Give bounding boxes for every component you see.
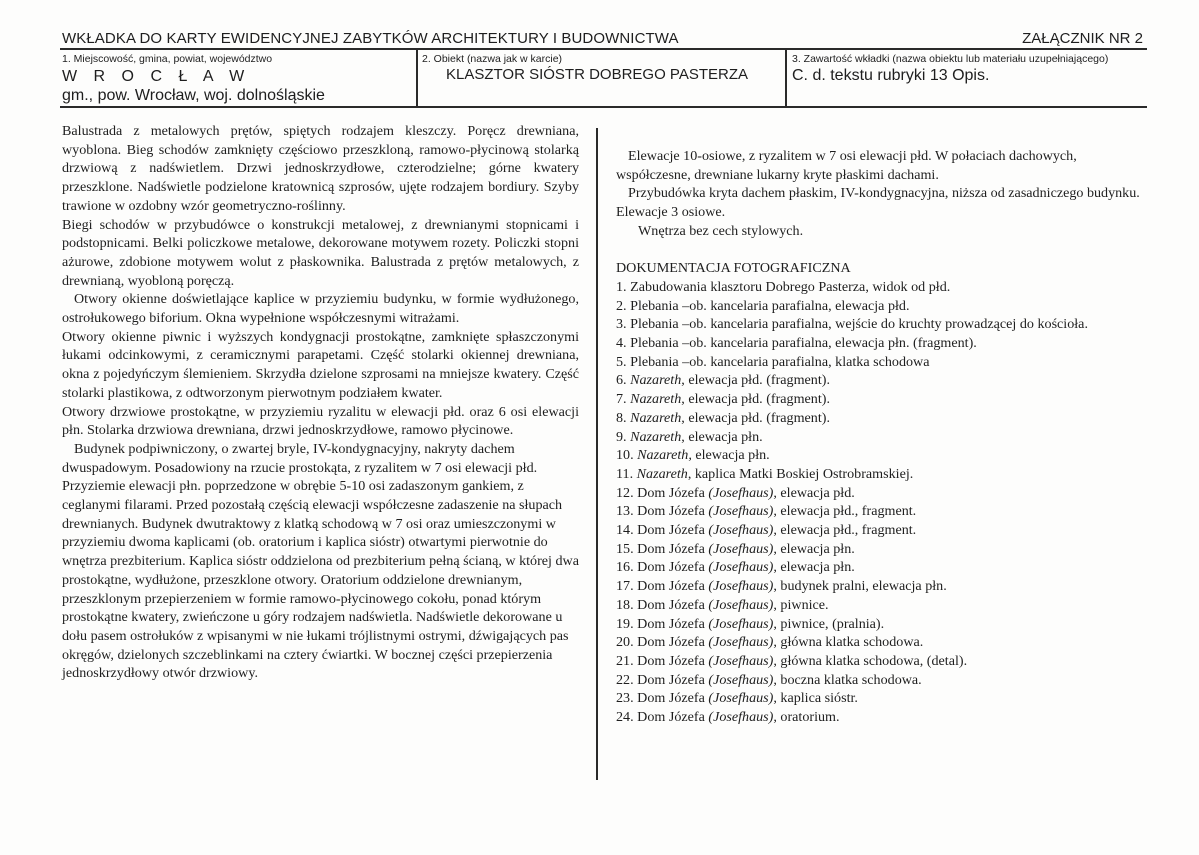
- header-bottom-rule: [60, 106, 1147, 108]
- paragraph-balustrade: Balustrada z metalowych prętów, spiętych rodzajem kleszczy. Poręcz drewniana, wyoblona. Bieg schodów zamknięty częściowo przeszkloną, ramowo-płycinową stolarką drzwiową z nadświetlem. Drzwi jednoskrzydłowe, czterodzielne; górne kwatery przeszklone. Nadświetle podzielone kratownicą szprosów, ujęte rodzajem bordiury. Szyby trawione w ozdobny wzór geometryczno-roślinny.: [62, 123, 579, 214]
- paragraph-windows: Otwory okienne piwnic i wyższych kondygnacji prostokątne, zamknięte spłaszczonymi łukami odcinkowymi, z ceramicznymi parapetami. Część stolarki okiennej drewniana, okna z pojedyńczym ślemieniem. Skrzydła dzielone szprosami na mniejsze kwatery. Część stolarki plastikowa, z odtworzonym pierwotnym podziałem kwater.: [62, 328, 579, 401]
- paragraph-doors: Otwory drzwiowe prostokątne, w przyziemiu ryzalitu w elewacji płd. oraz 6 osi elewacji płn. Stolarka drzwiowa drewniana, drzwi jednoskrzydłowe, ramowo płycinowe.: [62, 403, 579, 439]
- list-item: 5. Plebania –ob. kancelaria parafialna, klatka schodowa: [616, 353, 930, 370]
- list-item: 4. Plebania –ob. kancelaria parafialna, elewacja płn. (fragment).: [616, 335, 977, 352]
- list-item: 19. Dom Józefa (Josefhaus), piwnice, (pralnia).: [616, 615, 885, 632]
- list-item: 7. Nazareth, elewacja płd. (fragment).: [616, 391, 830, 408]
- paragraph-chapel-windows: Otwory okienne doświetlające kaplice w przyziemiu budynku, w formie wydłużonego, ostrołukowego biforium. Okna wypełnione współczesnymi witrażami.: [62, 291, 579, 327]
- list-item: 22. Dom Józefa (Josefhaus), boczna klatka schodowa.: [616, 671, 922, 688]
- list-item: 20. Dom Józefa (Josefhaus), główna klatka schodowa.: [616, 634, 924, 651]
- content-label: 3. Zawartość wkładki (nazwa obiektu lub materiału uzupełniającego): [792, 53, 1109, 65]
- list-item: 6. Nazareth, elewacja płd. (fragment).: [616, 372, 830, 389]
- list-item: 11. Nazareth, kaplica Matki Boskiej Ostrobramskiej.: [616, 465, 914, 482]
- paragraph-interiors: Wnętrza bez cech stylowych.: [638, 222, 804, 239]
- description-right-column: [616, 147, 1146, 727]
- list-item: 9. Nazareth, elewacja płn.: [616, 428, 763, 445]
- list-item: 21. Dom Józefa (Josefhaus), główna klatka schodowa, (detal).: [616, 652, 968, 669]
- list-item: 24. Dom Józefa (Josefhaus), oratorium.: [616, 709, 840, 726]
- object-label: 2. Obiekt (nazwa jak w karcie): [422, 53, 563, 65]
- paragraph-annex-stairs: Biegi schodów w przybudówce o konstrukcji metalowej, z drewnianymi stopnicami i podstopnicami. Belki policzkowe metalowe, dekorowane motywem rozety. Policzki stopni ażurowe, zdobione motywem wolut z płaskownika. Balustrada z prętów metalowych, z drewnianą, wyobloną poręczą.: [62, 216, 579, 289]
- list-item: 17. Dom Józefa (Josefhaus), budynek pralni, elewacja płn.: [616, 578, 947, 595]
- list-item: 13. Dom Józefa (Josefhaus), elewacja płd., fragment.: [616, 503, 917, 520]
- list-item: 1. Zabudowania klasztoru Dobrego Pasterza, widok od płd.: [616, 278, 951, 295]
- description-left-column: [62, 122, 579, 683]
- location-city: W R O C Ł A W: [62, 68, 251, 85]
- list-item: 3. Plebania –ob. kancelaria parafialna, wejście do kruchty prowadzącej do kościoła.: [616, 316, 1088, 333]
- list-item: 10. Nazareth, elewacja płn.: [616, 447, 770, 464]
- paragraph-building: Budynek podpiwniczony, o zwartej bryle, IV-kondygnacyjny, nakryty dachem dwuspadowym. Posadowiony na rzucie prostokąta, z ryzalitem w 7 osi elewacji płd. Przyziemie elewacji płn. poprzedzone w obrębie 5-10 osi zadaszonym gankiem, z ceglanymi filarami. Przed pozostałą częścią elewacji współczesne zadaszenie na słupach drewnianych. Budynek dwutraktowy z klatką schodową w 7 osi oraz umieszczonymi w przyziemiu dwoma kaplicami (ob. oratorium i kaplica sióstr) otwartymi pierwotnie do wnętrza prezbiterium. Kaplica sióstr oddzielona od prezbiterium pełną ścianą, w której dwa prostokątne, wydłużone, przeszklone otwory. Oratorium oddzielone drewnianym, przeszklonym przepierzeniem w formie ramowo-płycinowego cokołu, ponad którym prostokątne kwatery, zwieńczone u góry rodzajem nadświetla. Nadświetle dekorowane u dołu pasem ostrołuków z wpisanymi w nie łukami trójlistnymi ostrymi, dźwigających pas okręgów, dzielonych szczeblinkami na cztery ćwiartki. W bocznej części przepierzenia jednoskrzydłowy otwór drzwiowy.: [62, 440, 579, 682]
- content-value: C. d. tekstu rubryki 13 Opis.: [792, 67, 990, 84]
- paragraph-annex-roof: Przybudówka kryta dachem płaskim, IV-kondygnacyjna, niższa od zasadniczego budynku. Elewacje 3 osiowe.: [616, 185, 1140, 221]
- form-title: WKŁADKA DO KARTY EWIDENCYJNEJ ZABYTKÓW ARCHITEKTURY I BUDOWNICTWA: [62, 30, 679, 47]
- list-item: 15. Dom Józefa (Josefhaus), elewacja płn.: [616, 540, 855, 557]
- list-item: 18. Dom Józefa (Josefhaus), piwnice.: [616, 596, 829, 613]
- header-divider-2: [785, 48, 787, 106]
- header-divider-1: [416, 48, 418, 106]
- list-item: 12. Dom Józefa (Josefhaus), elewacja płd.: [616, 484, 855, 501]
- column-divider: [596, 128, 598, 780]
- location-details: gm., pow. Wrocław, woj. dolnośląskie: [62, 87, 325, 104]
- object-name: KLASZTOR SIÓSTR DOBREGO PASTERZA: [446, 66, 748, 83]
- photo-documentation-heading: DOKUMENTACJA FOTOGRAFICZNA: [616, 260, 851, 277]
- paragraph-elevations: Elewacje 10-osiowe, z ryzalitem w 7 osi elewacji płd. W połaciach dachowych, współczesne, drewniane lukarny kryte płaskimi dachami.: [616, 148, 1077, 183]
- location-label: 1. Miejscowość, gmina, powiat, województwo: [62, 53, 273, 65]
- photo-list: [616, 278, 1146, 727]
- list-item: 16. Dom Józefa (Josefhaus), elewacja płn.: [616, 559, 855, 576]
- annex-number: ZAŁĄCZNIK NR 2: [1022, 30, 1143, 47]
- list-item: 8. Nazareth, elewacja płd. (fragment).: [616, 409, 830, 426]
- header-top-rule: [60, 48, 1147, 50]
- list-item: 2. Plebania –ob. kancelaria parafialna, elewacja płd.: [616, 297, 910, 314]
- list-item: 14. Dom Józefa (Josefhaus), elewacja płd., fragment.: [616, 522, 917, 539]
- list-item: 23. Dom Józefa (Josefhaus), kaplica sióstr.: [616, 690, 858, 707]
